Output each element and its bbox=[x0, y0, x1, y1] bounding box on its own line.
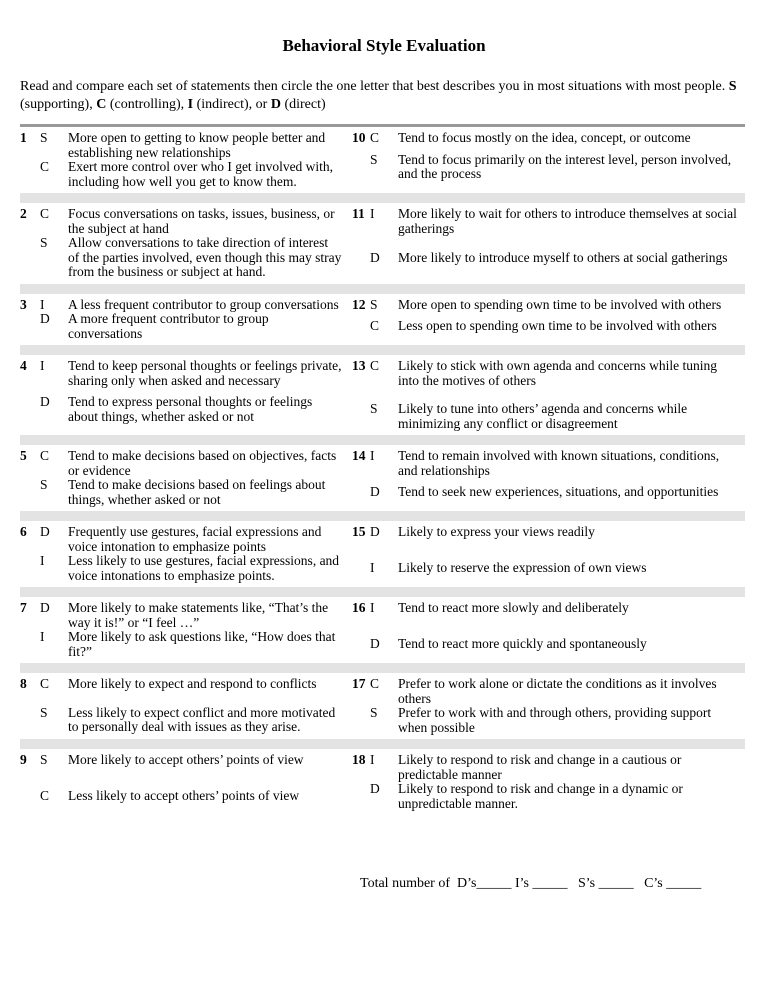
row-separator bbox=[20, 663, 745, 673]
question-11 bbox=[350, 207, 745, 280]
question-row bbox=[20, 355, 745, 435]
question-number: 9 bbox=[20, 752, 27, 767]
option-text: Likely to respond to risk and change in a cautious or predictable manner bbox=[398, 752, 682, 782]
option-letter: C bbox=[40, 448, 50, 463]
question-10 bbox=[350, 131, 745, 189]
question-number: 17 bbox=[352, 676, 366, 691]
option-letter: S bbox=[370, 151, 378, 167]
legend-i: I bbox=[187, 97, 194, 112]
option-letter: C bbox=[40, 206, 50, 221]
option-text: Tend to remain involved with known situations, conditions, and relationships bbox=[398, 448, 720, 478]
row-separator bbox=[20, 193, 745, 203]
option-letter: D bbox=[40, 311, 50, 326]
option-text: More open to getting to know people better and establishing new relationships bbox=[68, 130, 326, 160]
option-letter: I bbox=[370, 448, 375, 463]
option-text: Frequently use gestures, facial expressions and voice intonation to emphasize points bbox=[68, 524, 322, 554]
option-text: Tend to make decisions based on objectives, facts or evidence bbox=[68, 448, 337, 478]
option-text: Exert more control over who I get involved with, including how well you get to know them. bbox=[68, 159, 334, 189]
option-text: More likely to expect and respond to conflicts bbox=[68, 676, 317, 691]
option-letter: I bbox=[370, 560, 375, 575]
legend-i-label: (indirect), or bbox=[193, 97, 271, 112]
instructions bbox=[20, 78, 745, 114]
question-row bbox=[20, 294, 745, 346]
option-letter: I bbox=[40, 553, 45, 568]
question-number: 3 bbox=[20, 296, 27, 312]
question-number: 1 bbox=[20, 130, 27, 145]
option-text: Likely to reserve the expression of own views bbox=[398, 560, 647, 575]
question-8 bbox=[20, 677, 350, 735]
question-row bbox=[20, 203, 745, 284]
option-text: Tend to react more slowly and deliberately bbox=[398, 600, 629, 615]
legend-c: C bbox=[96, 97, 107, 112]
question-number: 5 bbox=[20, 448, 27, 463]
option-letter: I bbox=[370, 600, 375, 615]
question-row bbox=[20, 749, 745, 815]
option-letter: D bbox=[40, 600, 50, 615]
option-text: A less frequent contributor to group conversations bbox=[68, 296, 339, 312]
option-letter: C bbox=[40, 788, 50, 803]
option-letter: I bbox=[40, 358, 45, 373]
legend-d-label: (direct) bbox=[280, 97, 326, 112]
question-9 bbox=[20, 753, 350, 811]
question-1 bbox=[20, 131, 350, 189]
option-text: More likely to ask questions like, “How does that fit?” bbox=[68, 629, 336, 659]
option-text: Tend to react more quickly and spontaneously bbox=[398, 636, 647, 651]
question-row bbox=[20, 597, 745, 663]
option-text: Likely to stick with own agenda and concerns while tuning into the motives of others bbox=[398, 358, 718, 388]
option-text: Prefer to work with and through others, providing support when possible bbox=[398, 705, 712, 735]
option-text: Less likely to use gestures, facial expressions, and voice intonations to emphasize points. bbox=[68, 553, 340, 583]
question-number: 10 bbox=[352, 130, 366, 145]
option-letter: I bbox=[370, 752, 375, 767]
question-6 bbox=[20, 525, 350, 583]
option-text: Less likely to expect conflict and more motivated to personally deal with issues as they arise. bbox=[68, 704, 336, 735]
page-title: Behavioral Style Evaluation bbox=[282, 36, 486, 55]
question-5 bbox=[20, 449, 350, 507]
question-number: 18 bbox=[352, 752, 366, 767]
row-separator bbox=[20, 511, 745, 521]
option-letter: D bbox=[40, 524, 50, 539]
question-2 bbox=[20, 207, 350, 280]
question-number: 15 bbox=[352, 524, 366, 539]
question-13 bbox=[350, 359, 745, 431]
option-letter: D bbox=[370, 249, 380, 265]
option-text: More likely to accept others’ points of view bbox=[68, 752, 304, 767]
question-3 bbox=[20, 298, 350, 342]
option-letter: D bbox=[370, 781, 380, 796]
option-letter: I bbox=[40, 629, 45, 644]
option-text: Less open to spending own time to be involved with others bbox=[398, 318, 717, 334]
question-number: 13 bbox=[352, 358, 366, 373]
option-text: Focus conversations on tasks, issues, business, or the subject at hand bbox=[68, 206, 335, 236]
option-letter: S bbox=[370, 705, 378, 720]
question-16 bbox=[350, 601, 745, 659]
option-letter: C bbox=[40, 159, 50, 174]
option-text: Allow conversations to take direction of interest of the parties involved, even though this may stray from the business or subject at hand. bbox=[68, 235, 342, 279]
totals-line: Total number of D’s_____ I’s _____ S’s _____ C’s _____ bbox=[360, 876, 702, 891]
option-text: Likely to respond to risk and change in a dynamic or unpredictable manner. bbox=[398, 781, 683, 811]
option-letter: C bbox=[40, 676, 50, 691]
row-separator bbox=[20, 739, 745, 749]
legend-d: D bbox=[270, 97, 281, 112]
option-text: Tend to keep personal thoughts or feelings private, sharing only when asked and necessary bbox=[68, 358, 342, 388]
option-text: More likely to introduce myself to others at social gatherings bbox=[398, 249, 728, 265]
option-letter: D bbox=[370, 636, 380, 651]
option-letter: D bbox=[370, 524, 380, 539]
legend-s: S bbox=[728, 79, 737, 94]
option-text: More likely to wait for others to introduce themselves at social gatherings bbox=[398, 206, 737, 236]
option-letter: I bbox=[40, 296, 45, 312]
question-14 bbox=[350, 449, 745, 507]
question-18 bbox=[350, 753, 745, 811]
option-text: Tend to focus primarily on the interest level, person involved, and the process bbox=[398, 151, 732, 182]
legend-c-label: (controlling), bbox=[106, 97, 188, 112]
option-letter: D bbox=[40, 394, 50, 409]
option-text: More likely to make statements like, “That’s the way it is!” or “I feel …” bbox=[68, 600, 329, 630]
option-letter: S bbox=[40, 477, 48, 492]
option-text: A more frequent contributor to group conversations bbox=[68, 311, 269, 341]
question-number: 12 bbox=[352, 296, 366, 312]
option-text: Tend to seek new experiences, situations, and opportunities bbox=[398, 484, 719, 500]
option-letter: S bbox=[370, 296, 378, 312]
option-letter: S bbox=[40, 752, 48, 767]
question-number: 16 bbox=[352, 600, 366, 615]
legend-s-label: (supporting), bbox=[20, 97, 97, 112]
option-text: Less likely to accept others’ points of view bbox=[68, 788, 300, 803]
row-separator bbox=[20, 435, 745, 445]
question-number: 7 bbox=[20, 600, 27, 615]
option-letter: C bbox=[370, 358, 380, 373]
row-separator bbox=[20, 587, 745, 597]
question-number: 4 bbox=[20, 358, 27, 373]
option-letter: S bbox=[40, 130, 48, 145]
option-text: Tend to express personal thoughts or feelings about things, whether asked or not bbox=[68, 394, 313, 424]
question-number: 2 bbox=[20, 206, 27, 221]
option-text: Likely to tune into others’ agenda and concerns while minimizing any conflict or disagreement bbox=[398, 401, 688, 431]
option-letter: S bbox=[370, 401, 378, 416]
option-letter: I bbox=[370, 206, 375, 221]
option-letter: S bbox=[40, 704, 48, 720]
row-separator bbox=[20, 284, 745, 294]
question-7 bbox=[20, 601, 350, 659]
question-row bbox=[20, 127, 745, 193]
question-15 bbox=[350, 525, 745, 583]
questions-table bbox=[20, 124, 745, 815]
option-text: Likely to express your views readily bbox=[398, 524, 595, 539]
question-4 bbox=[20, 359, 350, 431]
question-number: 11 bbox=[352, 206, 365, 221]
option-letter: C bbox=[370, 676, 380, 691]
option-text: More open to spending own time to be involved with others bbox=[398, 296, 722, 312]
option-letter: S bbox=[40, 235, 48, 250]
option-text: Prefer to work alone or dictate the conditions as it involves others bbox=[398, 676, 717, 706]
question-row bbox=[20, 673, 745, 739]
question-number: 14 bbox=[352, 448, 366, 463]
question-row bbox=[20, 445, 745, 511]
instructions-text: Read and compare each set of statements then circle the one letter that best describes you in most situations with most people. bbox=[20, 79, 729, 94]
option-letter: D bbox=[370, 484, 380, 500]
option-letter: C bbox=[370, 318, 380, 334]
option-text: Tend to focus mostly on the idea, concept, or outcome bbox=[398, 130, 691, 145]
question-12 bbox=[350, 298, 745, 342]
question-row bbox=[20, 521, 745, 587]
option-text: Tend to make decisions based on feelings about things, whether asked or not bbox=[68, 477, 326, 507]
question-number: 8 bbox=[20, 676, 27, 691]
option-letter: C bbox=[370, 130, 380, 145]
question-number: 6 bbox=[20, 524, 27, 539]
question-17 bbox=[350, 677, 745, 735]
row-separator bbox=[20, 345, 745, 355]
